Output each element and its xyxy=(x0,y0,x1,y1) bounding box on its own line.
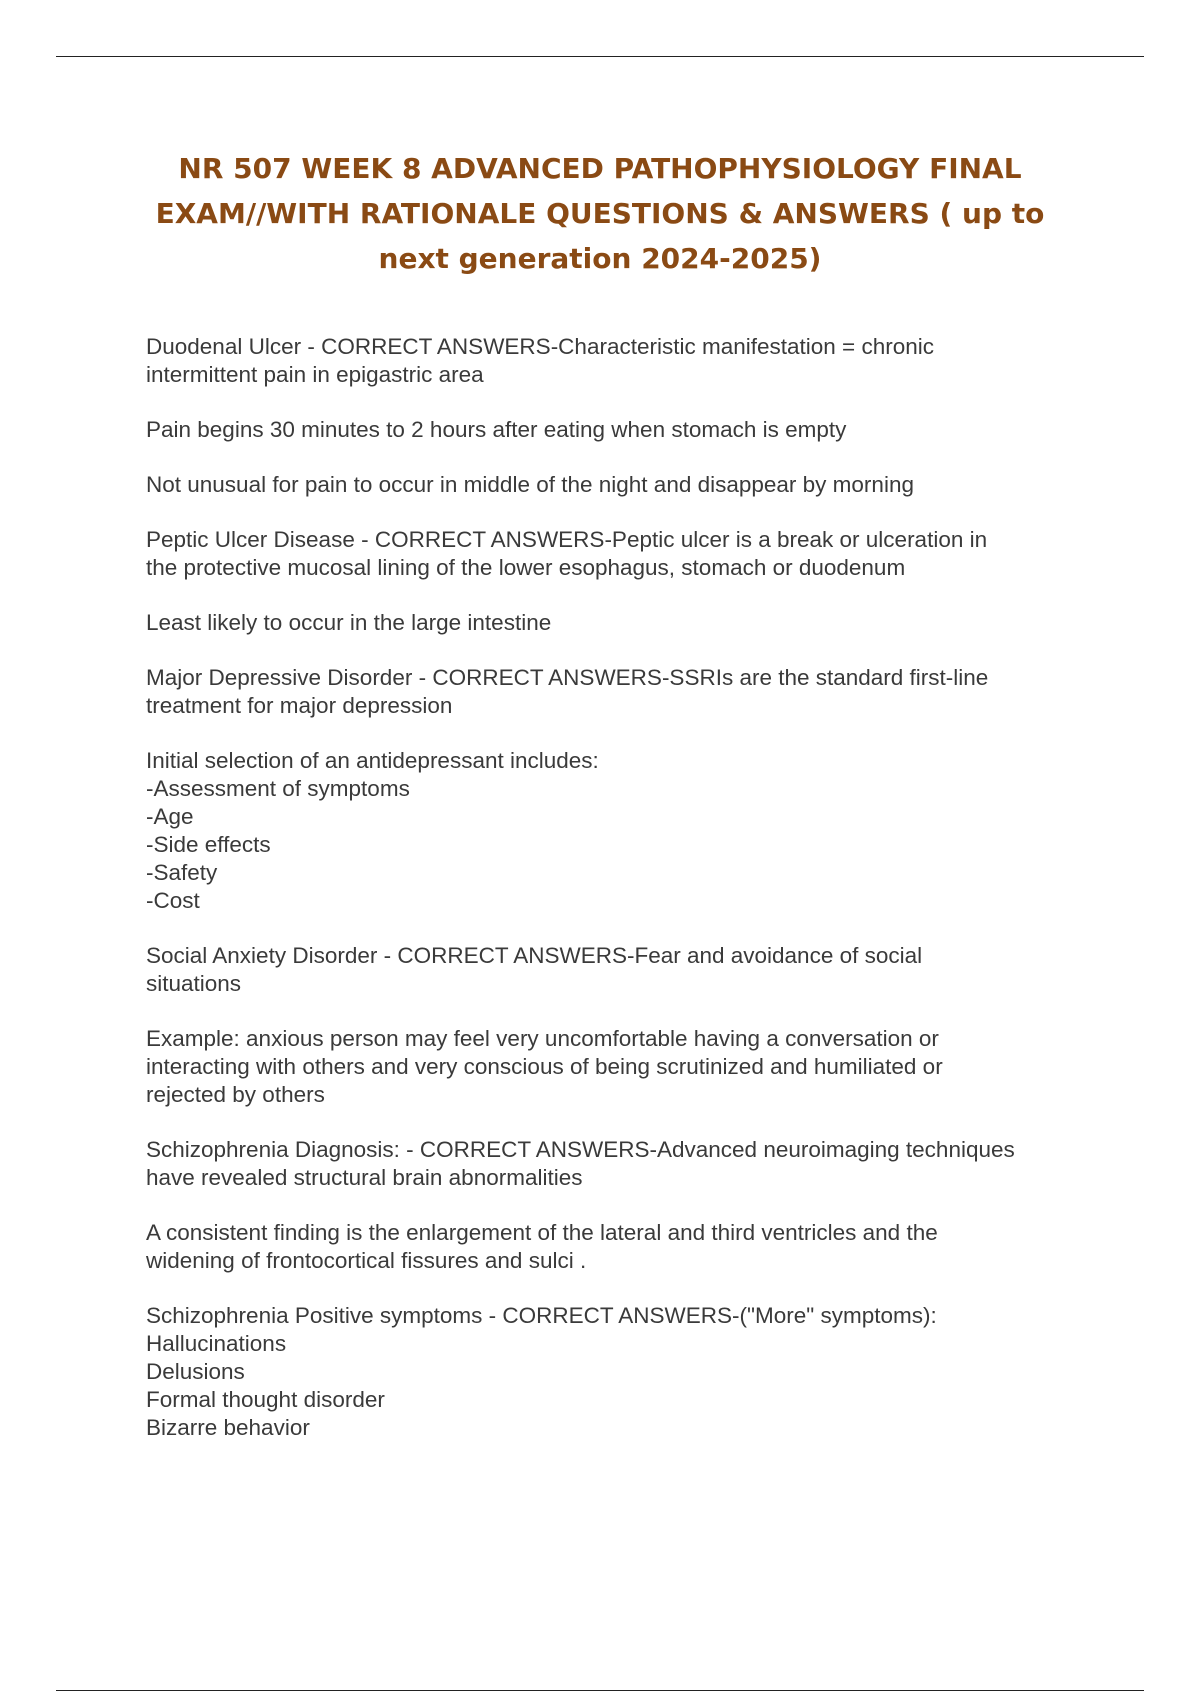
entry-line: Bizarre behavior xyxy=(146,1415,310,1440)
qa-entry xyxy=(146,609,1085,637)
qa-entry xyxy=(146,664,1085,720)
entry-line: intermittent pain in epigastric area xyxy=(146,362,484,387)
entry-line: situations xyxy=(146,971,242,996)
entry-line: the protective mucosal lining of the lower esophagus, stomach or duodenum xyxy=(146,555,906,580)
qa-entry xyxy=(146,333,1085,389)
entry-line: Schizophrenia Positive symptoms - CORRECT ANSWERS-("More" symptoms): xyxy=(146,1303,937,1328)
qa-entry xyxy=(146,471,1085,499)
entry-line: Example: anxious person may feel very uncomfortable having a conversation or xyxy=(146,1026,939,1051)
entry-line: rejected by others xyxy=(146,1082,325,1107)
qa-entry xyxy=(146,942,1085,998)
entry-line: widening of frontocortical fissures and sulci . xyxy=(146,1248,587,1273)
entry-line: interacting with others and very conscious of being scrutinized and humiliated or xyxy=(146,1054,943,1079)
qa-entry xyxy=(146,1136,1085,1192)
entry-line: have revealed structural brain abnormalities xyxy=(146,1165,583,1190)
qa-entry xyxy=(146,1302,1085,1442)
entry-line: -Side effects xyxy=(146,832,271,857)
entry-line: Formal thought disorder xyxy=(146,1387,385,1412)
entry-line: -Cost xyxy=(146,888,200,913)
qa-entry xyxy=(146,1219,1085,1275)
entry-line: Major Depressive Disorder - CORRECT ANSWERS-SSRIs are the standard first-line xyxy=(146,665,989,690)
entry-line: treatment for major depression xyxy=(146,693,453,718)
entry-line: Social Anxiety Disorder - CORRECT ANSWERS-Fear and avoidance of social xyxy=(146,943,923,968)
entry-line: -Safety xyxy=(146,860,218,885)
top-divider xyxy=(56,56,1144,57)
entry-line: -Assessment of symptoms xyxy=(146,776,410,801)
title-line: EXAM//WITH RATIONALE QUESTIONS & ANSWERS ( up to xyxy=(155,197,1045,230)
bottom-divider xyxy=(56,1690,1144,1691)
entry-line: A consistent finding is the enlargement of the lateral and third ventricles and the xyxy=(146,1220,938,1245)
entry-line: -Age xyxy=(146,804,194,829)
qa-entry xyxy=(146,1025,1085,1109)
title-line: NR 507 WEEK 8 ADVANCED PATHOPHYSIOLOGY FINAL xyxy=(178,152,1022,185)
qa-entry xyxy=(146,416,1085,444)
entry-line: Least likely to occur in the large intestine xyxy=(146,610,552,635)
entry-line: Pain begins 30 minutes to 2 hours after eating when stomach is empty xyxy=(146,417,847,442)
entry-line: Duodenal Ulcer - CORRECT ANSWERS-Characteristic manifestation = chronic xyxy=(146,334,934,359)
entry-line: Initial selection of an antidepressant includes: xyxy=(146,748,599,773)
entry-line: Peptic Ulcer Disease - CORRECT ANSWERS-Peptic ulcer is a break or ulceration in xyxy=(146,527,988,552)
entry-line: Hallucinations xyxy=(146,1331,287,1356)
entry-line: Not unusual for pain to occur in middle of the night and disappear by morning xyxy=(146,472,914,497)
page-title xyxy=(120,146,1080,281)
entry-line: Schizophrenia Diagnosis: - CORRECT ANSWERS-Advanced neuroimaging techniques xyxy=(146,1137,1015,1162)
title-line: next generation 2024-2025) xyxy=(378,242,822,275)
document-body xyxy=(146,333,1085,1469)
qa-entry xyxy=(146,747,1085,915)
qa-entry xyxy=(146,526,1085,582)
entry-line: Delusions xyxy=(146,1359,245,1384)
